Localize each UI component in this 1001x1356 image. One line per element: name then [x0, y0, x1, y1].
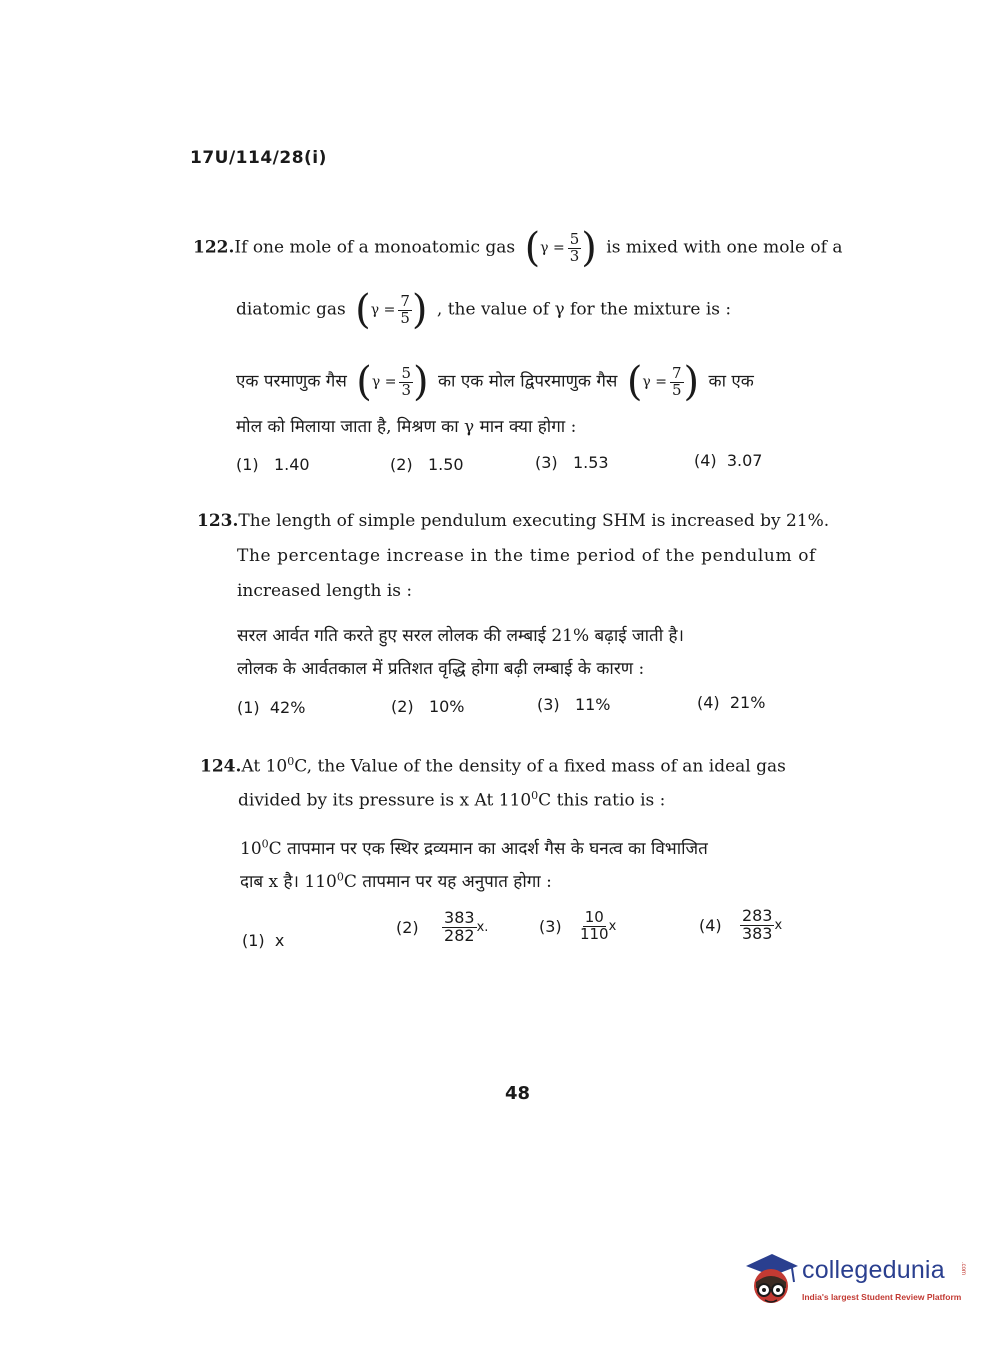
- gamma-mono-expr-hi: ( γ = $\frac{5}{3}$ ): [356, 359, 429, 405]
- q123-option-2[interactable]: (2) 10%: [391, 697, 465, 716]
- q123-option-3[interactable]: (3) 11%: [537, 695, 611, 714]
- q123-en-line1: 123.The length of simple pendulum executing SHM is increased by 21%.: [197, 511, 830, 531]
- q123-number: 123.: [197, 511, 239, 531]
- brand-dotcom: .com: [960, 1262, 966, 1276]
- q123-hi-line1: सरल आर्वत गति करते हुए सरल लोलक की लम्बाई 21% बढ़ाई जाती है।: [237, 626, 684, 646]
- gamma-di-expr-hi: ( γ = $\frac{7}{5}$ ): [626, 359, 700, 405]
- page-number: 48: [505, 1083, 531, 1104]
- q124-option-3[interactable]: (3) $\frac{10}{110}$ x: [539, 908, 617, 943]
- q122-hi-line2: मोल को मिलाया जाता है, मिश्रण का γ मान क्या होगा :: [236, 417, 577, 437]
- q123-option-4[interactable]: (4) 21%: [697, 693, 766, 712]
- q122-en-line1: 122.If one mole of a monoatomic gas ( γ = $\frac{5}{3}$ ) is mixed with one mole of a: [193, 225, 843, 271]
- q124-en-line1: 124.At $10^0C$, the Value of the density of a fixed mass of an ideal gas: [200, 755, 786, 777]
- q124-number: 124.: [200, 756, 242, 777]
- q122-option-2[interactable]: (2) 1.50: [390, 455, 464, 474]
- brand-tagline: India's largest Student Review Platform: [802, 1292, 962, 1302]
- q122-hi-line1: एक परमाणुक गैस ( γ = $\frac{5}{3}$ ) का एक मोल द्विपरमाणुक गैस ( γ = $\frac{7}{5}$ ) का एक: [236, 359, 754, 405]
- q122-number: 122.: [193, 237, 235, 258]
- gamma-mono-expr: ( γ = $\frac{5}{3}$ ): [524, 225, 597, 271]
- gamma-di-expr: ( γ = $\frac{7}{5}$ ): [355, 287, 428, 333]
- q124-hi-line1: $10^0C$ तापमान पर एक स्थिर द्रव्यमान का आदर्श गैस के घनत्व का विभाजित: [240, 837, 708, 859]
- q123-option-1[interactable]: (1) 42%: [237, 698, 306, 717]
- q124-option-2[interactable]: (2) $\frac{383}{282}$ x.: [396, 908, 489, 945]
- collegedunia-mascot-icon: [742, 1252, 800, 1310]
- q123-en-line2: The percentage increase in the time period of the pendulum of: [237, 546, 816, 566]
- q123-hi-line2: लोलक के आर्वतकाल में प्रतिशत वृद्धि होगा बढ़ी लम्बाई के कारण :: [237, 659, 645, 679]
- paper-code: 17U/114/28(i): [190, 148, 327, 168]
- q124-en-line2: divided by its pressure is x At $110^0C$ this ratio is :: [238, 789, 666, 811]
- q123-en-line3: increased length is :: [237, 581, 413, 601]
- q122-option-4[interactable]: (4) 3.07: [694, 451, 763, 470]
- q122-en-line2: diatomic gas ( γ = $\frac{7}{5}$ ) , the value of γ for the mixture is :: [236, 287, 732, 333]
- brand-name: collegedunia: [802, 1256, 945, 1284]
- q122-option-1[interactable]: (1) 1.40: [236, 455, 310, 474]
- q124-option-1[interactable]: (1) x: [242, 931, 285, 950]
- q124-hi-line2: दाब x है। $110^0C$ तापमान पर यह अनुपात होगा :: [240, 870, 552, 892]
- q122-option-3[interactable]: (3) 1.53: [535, 453, 609, 472]
- q124-option-4[interactable]: (4) $\frac{283}{383}$ x: [699, 906, 783, 943]
